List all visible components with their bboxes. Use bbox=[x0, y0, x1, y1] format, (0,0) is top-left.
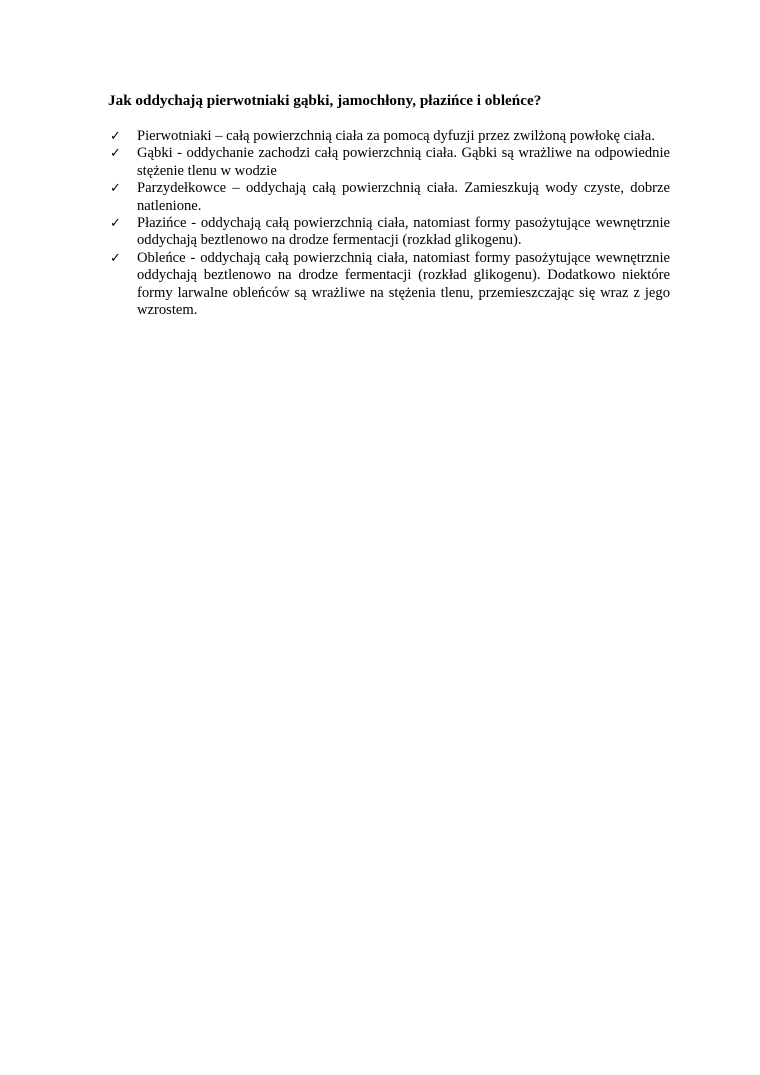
check-mark-icon: ✓ bbox=[110, 250, 121, 266]
check-mark-icon: ✓ bbox=[110, 146, 121, 162]
document-title: Jak oddychają pierwotniaki gąbki, jamochłony, płazińce i obleńce? bbox=[108, 92, 542, 109]
list-item-text: Obleńce - oddychają całą powierzchnią ciała, natomiast formy pasożytujące wewnętrznie oddychają beztlenowo na drodze fermentacji (rozkład glikogenu). Dodatkowo niektóre formy larwalne obleńców są wrażliwe na stężenia tlenu, przemieszczając się wraz z jego wzrostem. bbox=[137, 249, 670, 319]
list-item-text: Płazińce - oddychają całą powierzchnią ciała, natomiast formy pasożytujące wewnętrznie oddychają beztlenowo na drodze fermentacji (rozkład glikogenu). bbox=[137, 215, 670, 249]
list-item-text: Parzydełkowce – oddychają całą powierzchnią ciała. Zamieszkują wody czyste, dobrze natlenione. bbox=[137, 180, 670, 214]
list-item bbox=[108, 180, 670, 215]
check-mark-icon: ✓ bbox=[110, 216, 121, 232]
list-item bbox=[108, 128, 670, 145]
list-item-text: Pierwotniaki – całą powierzchnią ciała za pomocą dyfuzji przez zwilżoną powłokę ciała. bbox=[137, 128, 655, 144]
list-item bbox=[108, 145, 670, 180]
list-item bbox=[108, 250, 670, 320]
check-mark-icon: ✓ bbox=[110, 181, 121, 197]
checklist bbox=[108, 128, 670, 319]
check-mark-icon: ✓ bbox=[110, 129, 121, 144]
list-item-text: Gąbki - oddychanie zachodzi całą powierzchnią ciała. Gąbki są wrażliwe na odpowiednie stężenie tlenu w wodzie bbox=[137, 145, 670, 179]
list-item bbox=[108, 215, 670, 250]
